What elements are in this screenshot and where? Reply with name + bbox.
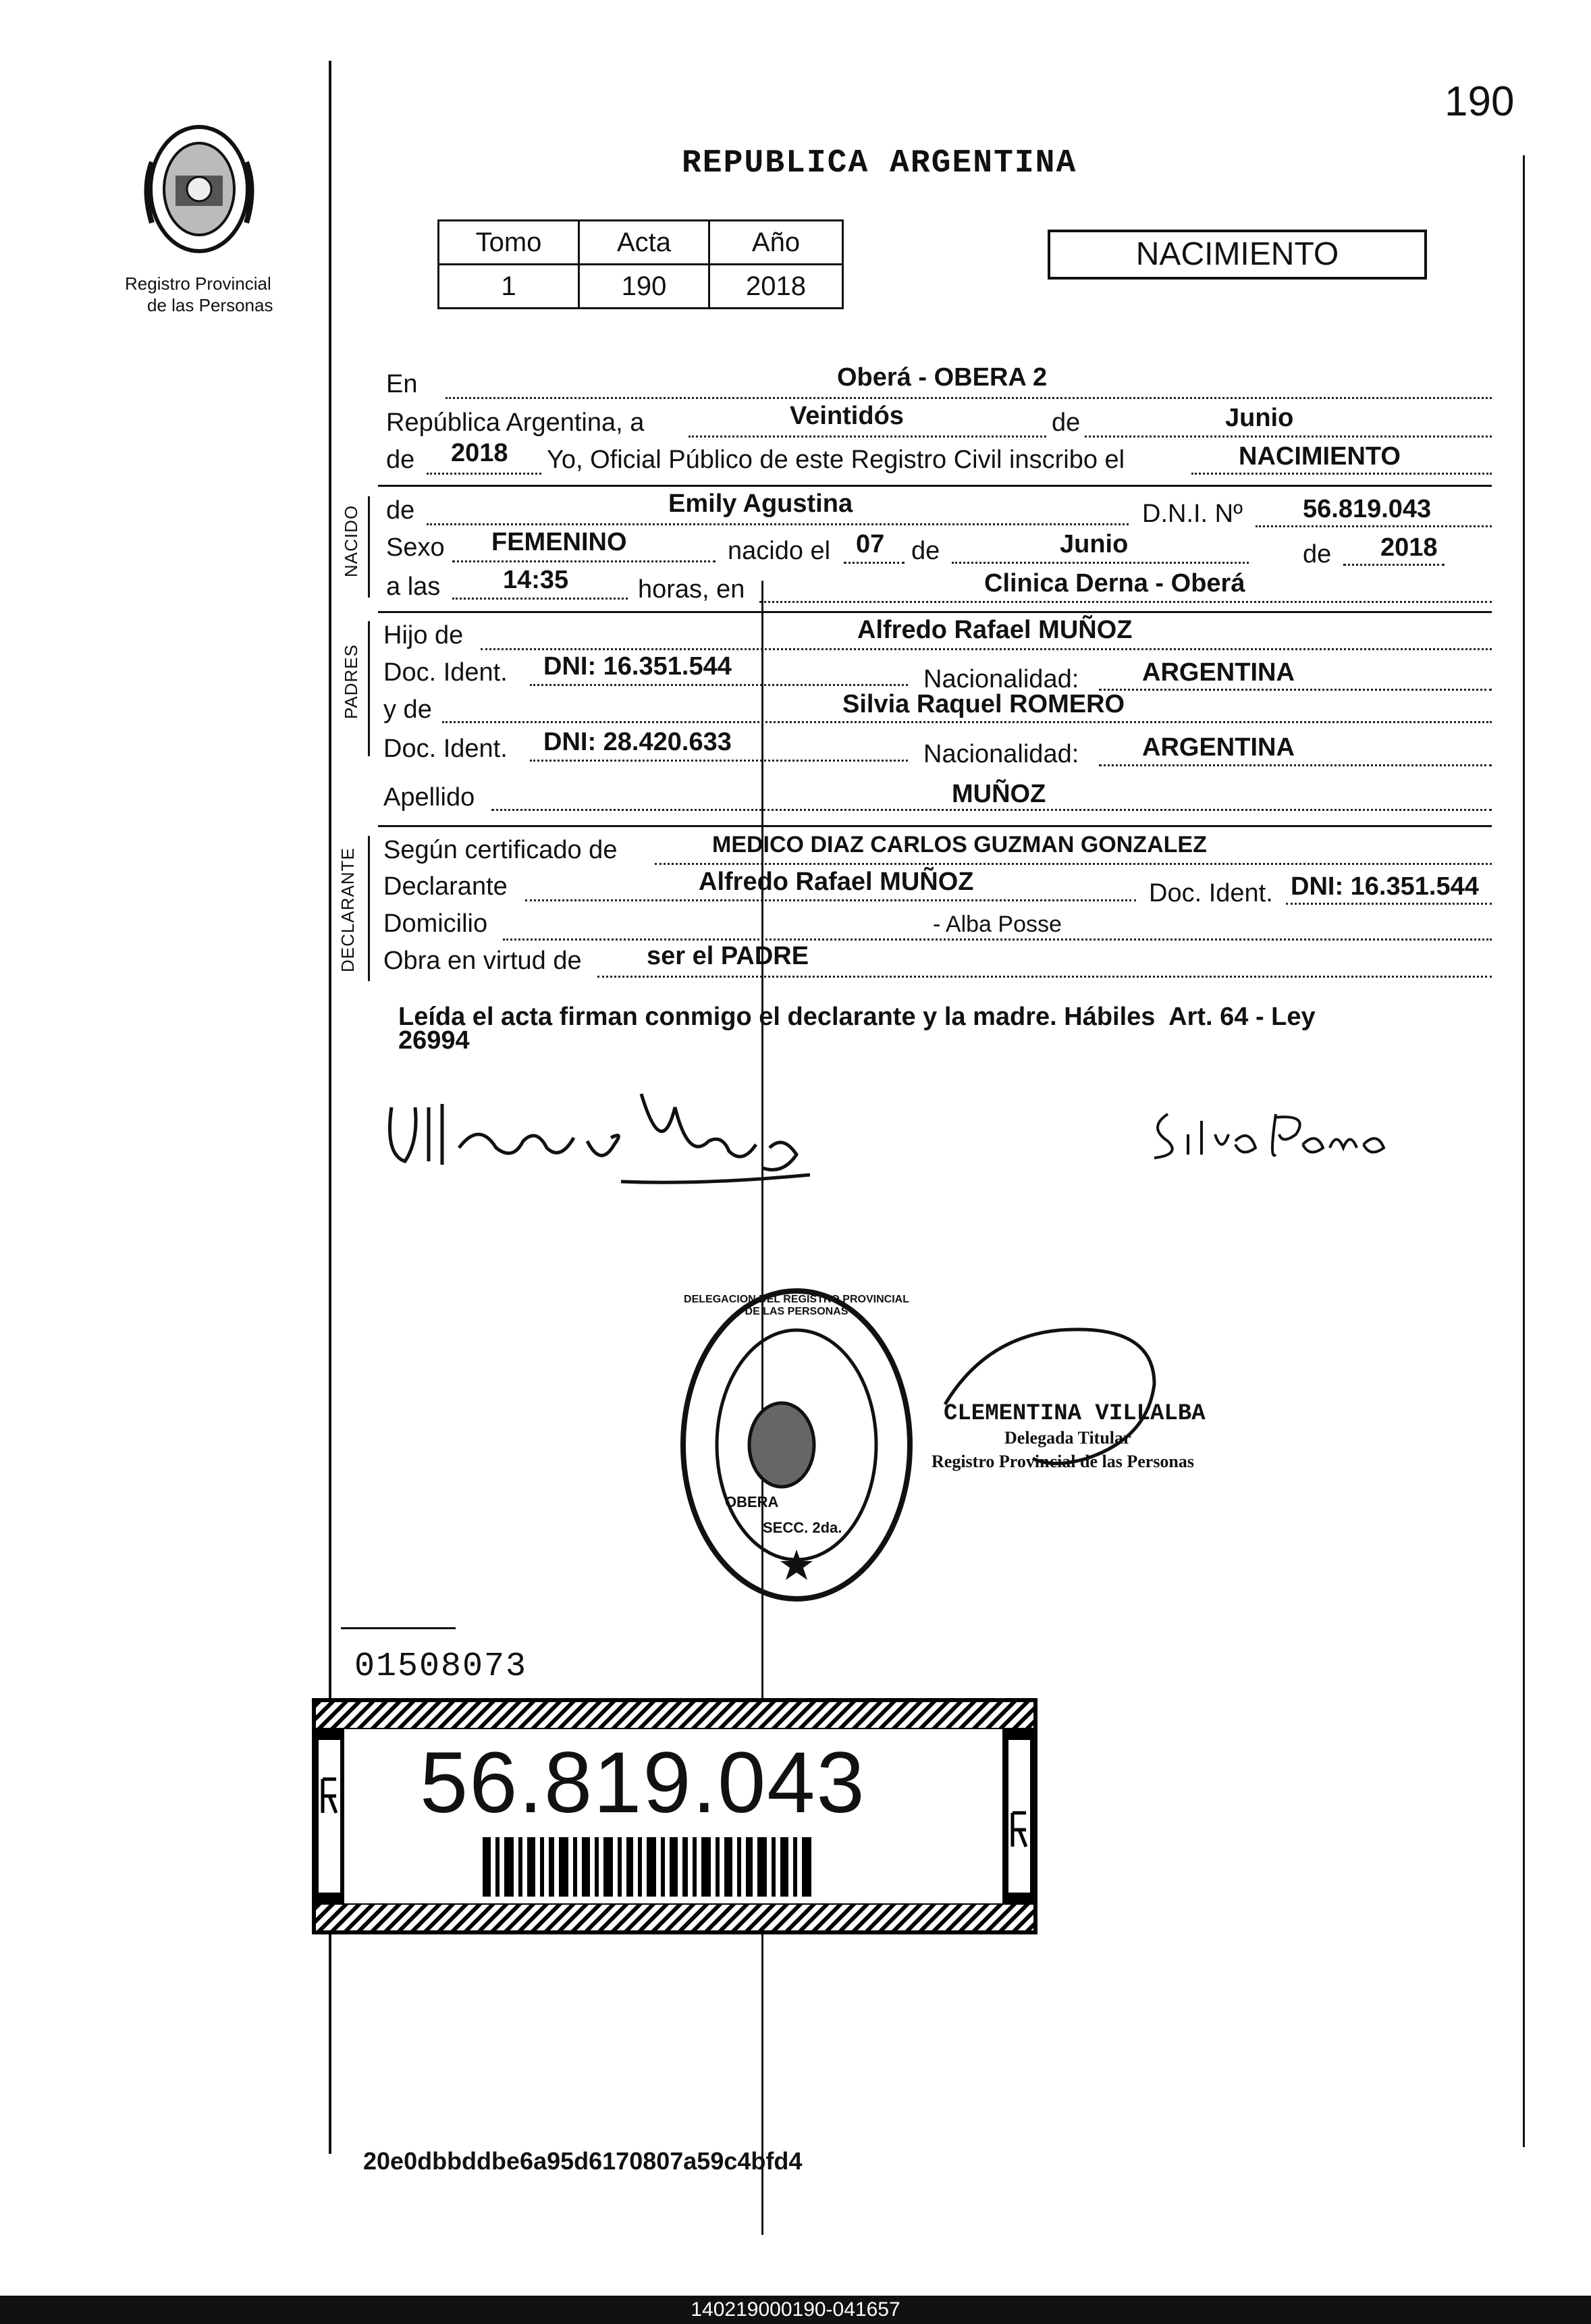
dots-nac-madre bbox=[1099, 764, 1492, 766]
value-vinculo: ser el PADRE bbox=[647, 942, 809, 970]
sticker-logo-right-icon bbox=[1007, 1739, 1031, 1894]
value-madre-nac: ARGENTINA bbox=[1142, 733, 1295, 762]
value-nombre: Emily Agustina bbox=[668, 490, 853, 518]
label-yo: Yo, Oficial Público de este Registro Civil inscribo el bbox=[547, 446, 1125, 474]
table-header-anio: Año bbox=[709, 221, 843, 265]
signature-father bbox=[378, 1067, 837, 1202]
dots-padre bbox=[481, 648, 1492, 650]
signature-father-icon bbox=[378, 1067, 837, 1202]
footer-code: 140219000190-041657 bbox=[691, 2298, 900, 2321]
value-mes-nac: Junio bbox=[1060, 530, 1129, 558]
act-type-box bbox=[1048, 230, 1427, 280]
dots-anio-nac bbox=[1343, 564, 1445, 566]
dots-doc-declarante bbox=[1286, 903, 1492, 905]
label-de-mes: de bbox=[1048, 408, 1084, 438]
separator-top bbox=[378, 485, 1492, 487]
table-header-acta: Acta bbox=[579, 221, 709, 265]
dots-domicilio bbox=[503, 939, 1492, 941]
registry-name-line2: de las Personas bbox=[147, 295, 273, 315]
official-name: CLEMENTINA VILLALBA bbox=[944, 1401, 1206, 1427]
dots-certificado bbox=[655, 863, 1492, 865]
table-value-acta: 190 bbox=[579, 265, 709, 309]
page-number: 190 bbox=[1445, 78, 1515, 125]
registry-name-line1: Registro Provincial bbox=[125, 273, 271, 294]
footer-bar bbox=[0, 2296, 1591, 2324]
official-org: Registro Provincial de las Personas bbox=[932, 1452, 1195, 1471]
label-domicilio: Domicilio bbox=[383, 909, 488, 938]
section-label-nacido: NACIDO bbox=[341, 504, 361, 577]
value-madre-dni: DNI: 28.420.633 bbox=[543, 728, 732, 756]
closing-text-line1: Leída el acta firman conmigo el declarante y la madre. Hábiles Art. 64 - Ley bbox=[398, 1003, 1316, 1031]
value-padre: Alfredo Rafael MUÑOZ bbox=[857, 616, 1133, 644]
separator-apellido bbox=[378, 825, 1492, 827]
closing-text-line2: 26994 bbox=[398, 1026, 470, 1055]
label-republica: República Argentina, a bbox=[386, 408, 645, 437]
sticker-dni-number: 56.819.043 bbox=[420, 1735, 866, 1831]
section-bar-declarante bbox=[368, 836, 370, 981]
label-nac-madre: Nacionalidad: bbox=[923, 740, 1079, 768]
value-madre: Silvia Raquel ROMERO bbox=[842, 690, 1125, 718]
sticker-top-border bbox=[316, 1702, 1033, 1728]
label-de-mes-nac: de bbox=[911, 537, 940, 565]
table-value-tomo: 1 bbox=[439, 265, 579, 309]
table-value-anio: 2018 bbox=[709, 265, 843, 309]
value-lugar-nac: Clinica Derna - Oberá bbox=[984, 569, 1245, 598]
label-obra: Obra en virtud de bbox=[383, 947, 582, 975]
dots-mes-nac bbox=[952, 562, 1249, 564]
table-header-row bbox=[439, 221, 843, 265]
separator-nacido bbox=[378, 611, 1492, 613]
book-table bbox=[437, 219, 844, 309]
signature-mother bbox=[1141, 1094, 1411, 1175]
section-bar-padres bbox=[368, 621, 370, 756]
dots-lugar-nac bbox=[759, 601, 1492, 603]
label-doc-madre: Doc. Ident. bbox=[383, 735, 508, 763]
label-en: En bbox=[386, 370, 418, 398]
dots-doc-padre bbox=[530, 684, 908, 686]
label-hijo-de: Hijo de bbox=[383, 621, 464, 650]
table-header-tomo: Tomo bbox=[439, 221, 579, 265]
label-y-de: y de bbox=[383, 695, 432, 724]
value-apellido: MUÑOZ bbox=[952, 780, 1046, 808]
value-anio: 2018 bbox=[451, 439, 508, 467]
value-declarante: Alfredo Rafael MUÑOZ bbox=[699, 868, 974, 896]
value-dia-letras: Veintidós bbox=[790, 402, 904, 430]
serial-number: 01508073 bbox=[354, 1647, 528, 1686]
section-label-declarante: DECLARANTE bbox=[338, 847, 358, 972]
dots-anio bbox=[427, 473, 541, 475]
value-lugar: Oberá - OBERA 2 bbox=[837, 363, 1048, 392]
dots-dia bbox=[844, 562, 905, 564]
signature-mother-icon bbox=[1141, 1094, 1411, 1175]
right-margin-line bbox=[1523, 155, 1525, 2147]
value-mes: Junio bbox=[1225, 404, 1294, 432]
value-sexo: FEMENINO bbox=[491, 528, 627, 556]
label-doc-declarante: Doc. Ident. bbox=[1149, 879, 1273, 907]
label-nacido-el: nacido el bbox=[728, 537, 831, 565]
label-doc-padre: Doc. Ident. bbox=[383, 658, 508, 687]
sticker-barcode bbox=[483, 1837, 915, 1897]
label-de-anio-nac: de bbox=[1303, 540, 1332, 569]
value-anio-nac: 2018 bbox=[1380, 533, 1438, 562]
value-hora: 14:35 bbox=[503, 566, 569, 594]
dots-declarante bbox=[525, 899, 1136, 901]
dots-hora bbox=[452, 598, 628, 600]
value-padre-nac: ARGENTINA bbox=[1142, 658, 1295, 687]
stamp-inner-left: OBERA bbox=[725, 1494, 779, 1510]
stamp-ring-text: DELEGACION DEL REGISTRO PROVINCIAL DE LAS PERSONAS bbox=[684, 1294, 909, 1317]
official-title: Delegada Titular bbox=[1004, 1428, 1131, 1448]
label-segun: Según certificado de bbox=[383, 836, 618, 864]
label-sexo: Sexo bbox=[386, 533, 445, 562]
province-seal-icon bbox=[138, 122, 260, 257]
value-dia-nac: 07 bbox=[856, 530, 885, 558]
stamp-inner-bottom: SECC. 2da. bbox=[763, 1519, 842, 1536]
document-hash: 20e0dbbddbe6a95d6170807a59c4bfd4 bbox=[363, 2147, 803, 2175]
dni-sticker bbox=[312, 1698, 1037, 1934]
value-certificado: MEDICO DIAZ CARLOS GUZMAN GONZALEZ bbox=[712, 832, 1207, 857]
section-label-padres: PADRES bbox=[341, 644, 361, 719]
value-tipo: NACIMIENTO bbox=[1239, 442, 1401, 471]
label-nac-padre: Nacionalidad: bbox=[923, 665, 1079, 693]
dots-nac-padre bbox=[1099, 689, 1492, 691]
value-declarante-dni: DNI: 16.351.544 bbox=[1291, 872, 1479, 901]
dots-doc-madre bbox=[530, 760, 908, 762]
country-title: REPUBLICA ARGENTINA bbox=[682, 145, 1077, 182]
registry-logo bbox=[138, 122, 260, 257]
table-value-row bbox=[439, 265, 843, 309]
dots-obra bbox=[597, 976, 1492, 978]
small-print-line bbox=[341, 1627, 456, 1629]
dots-en bbox=[446, 397, 1492, 399]
label-de-nombre: de bbox=[386, 496, 415, 525]
act-type-label: NACIMIENTO bbox=[1135, 236, 1339, 272]
sticker-panel bbox=[344, 1729, 1002, 1903]
sticker-bottom-border bbox=[316, 1905, 1033, 1930]
dots-madre bbox=[442, 721, 1492, 723]
sticker-logo-left-icon bbox=[317, 1739, 342, 1894]
dots-republica bbox=[689, 435, 1492, 438]
official-stamp bbox=[675, 1283, 918, 1607]
label-a-las: a las bbox=[386, 573, 441, 601]
dots-dni bbox=[1256, 525, 1492, 527]
value-padre-dni: DNI: 16.351.544 bbox=[543, 652, 732, 681]
label-apellido: Apellido bbox=[383, 783, 475, 812]
value-domicilio: - Alba Posse bbox=[933, 912, 1062, 937]
value-dni: 56.819.043 bbox=[1303, 495, 1432, 523]
dots-nombre bbox=[427, 523, 1129, 525]
dots-apellido bbox=[491, 809, 1492, 811]
dots-tipo bbox=[1191, 473, 1492, 475]
dots-sexo bbox=[452, 560, 716, 562]
registry-stamp-icon bbox=[675, 1283, 918, 1607]
label-horas-en: horas, en bbox=[638, 575, 745, 604]
label-dni: D.N.I. Nº bbox=[1142, 500, 1243, 528]
label-de-anio: de bbox=[386, 446, 415, 474]
section-bar-nacido bbox=[368, 496, 370, 598]
label-declarante: Declarante bbox=[383, 872, 508, 901]
